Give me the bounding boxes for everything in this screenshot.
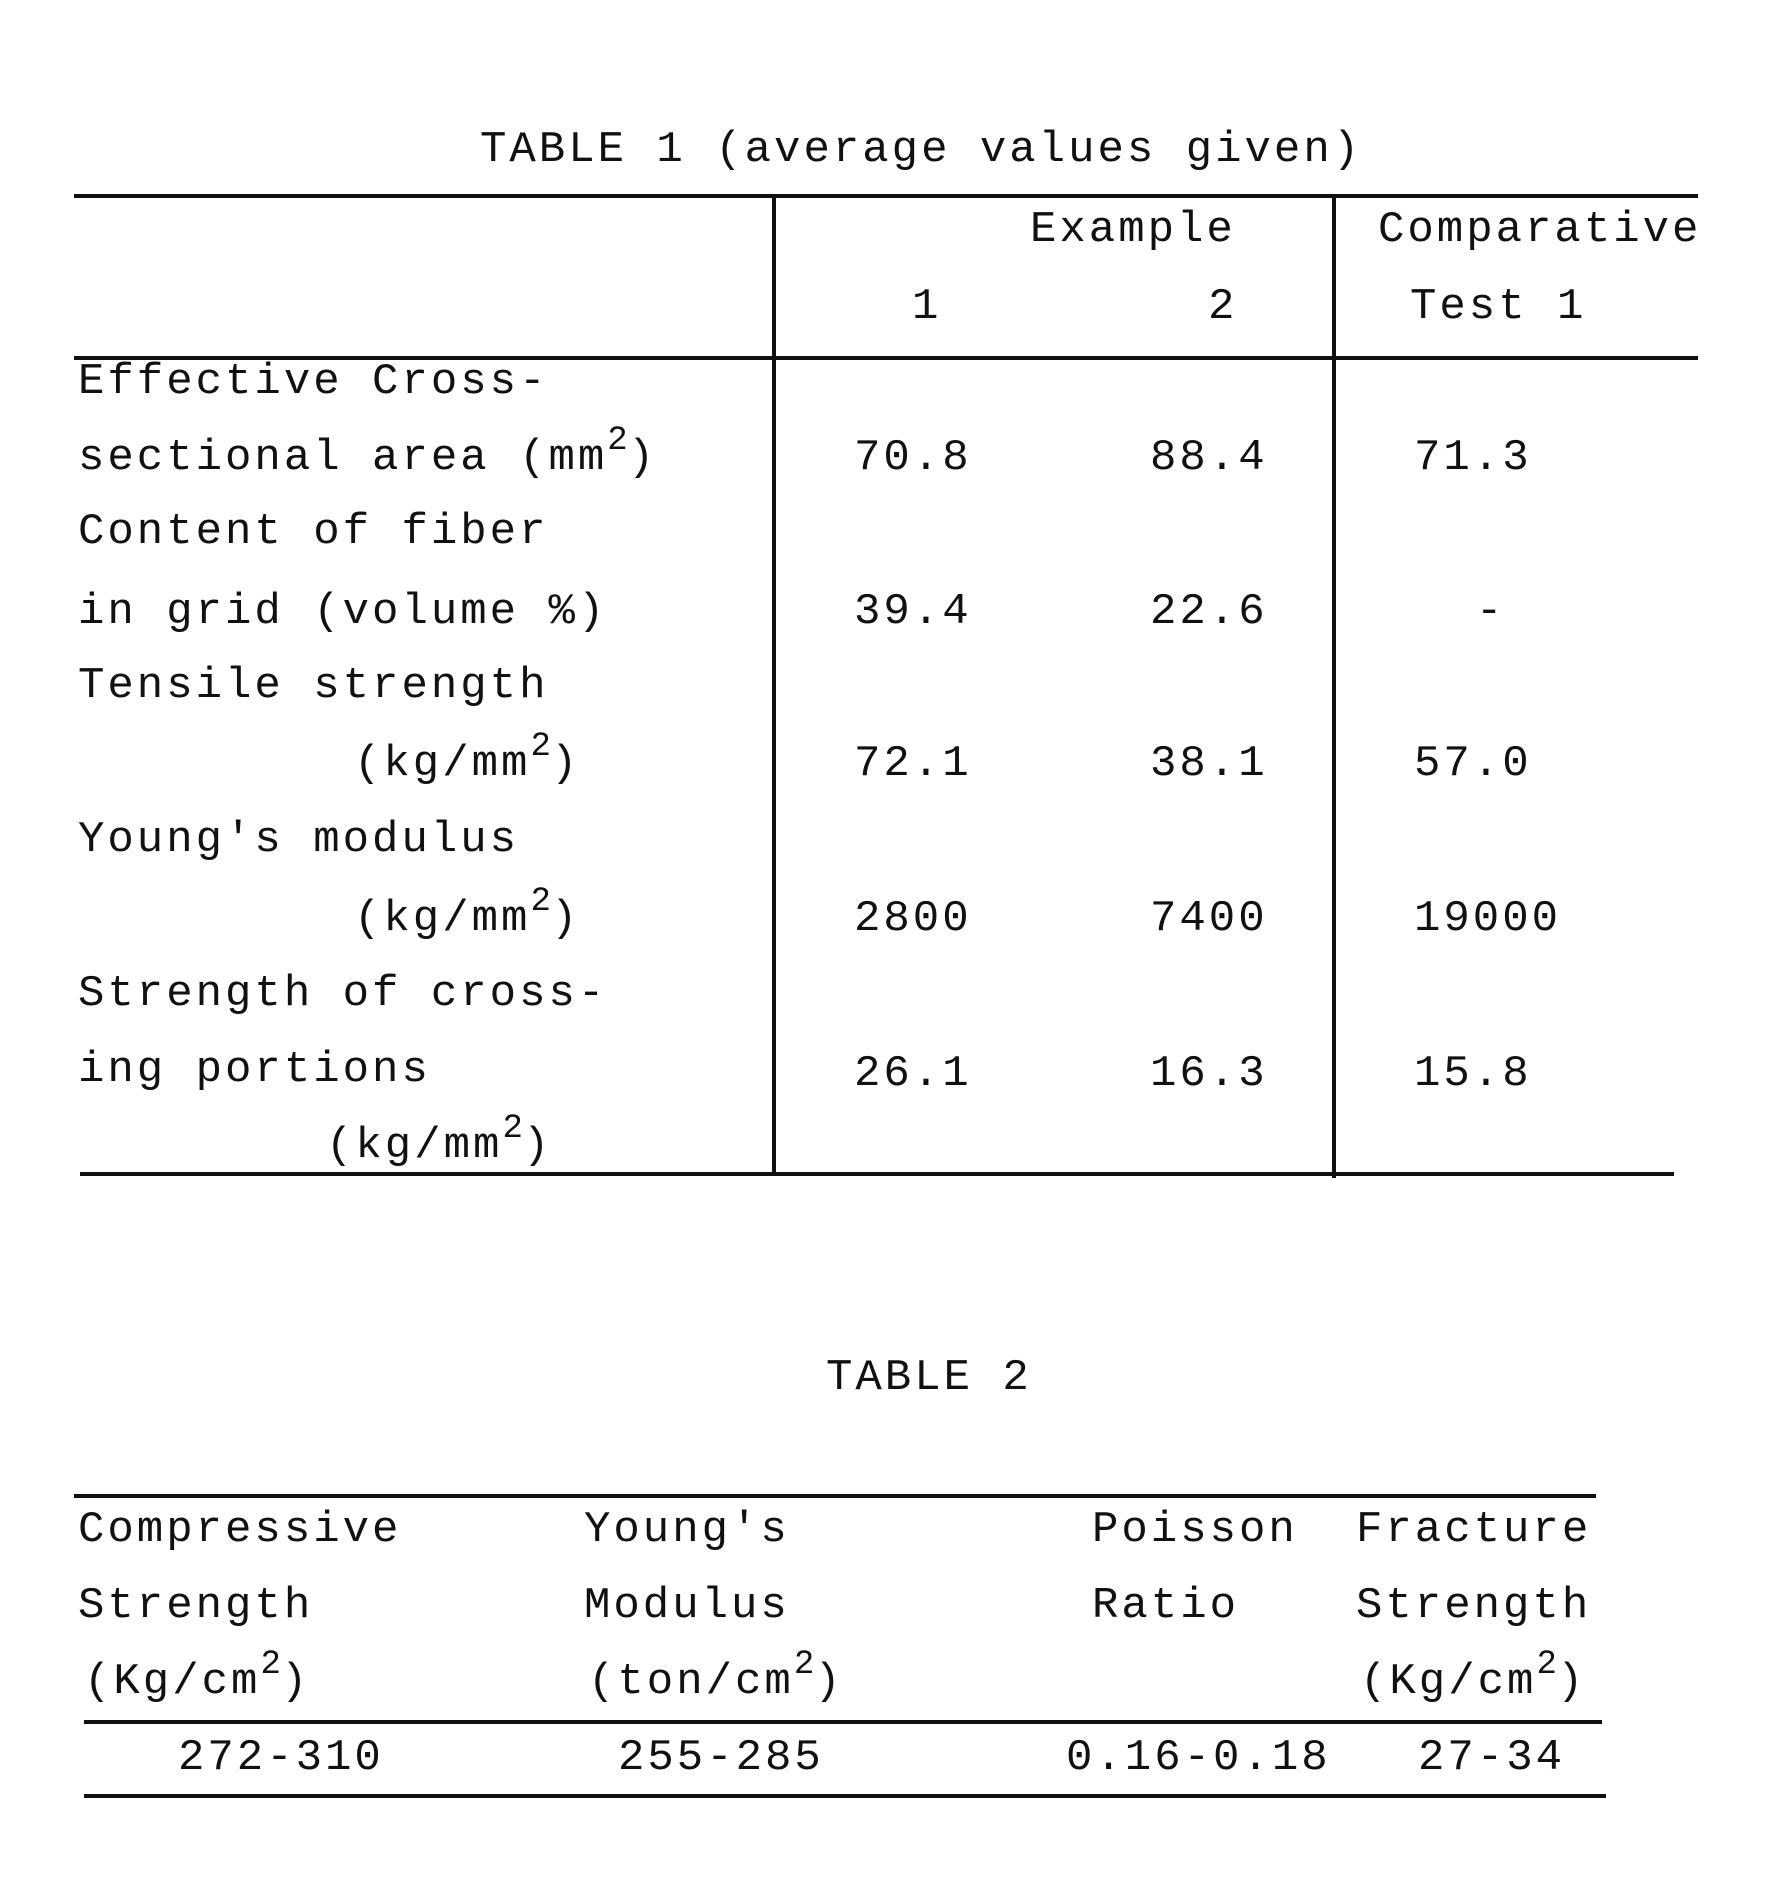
unit-text: (Kg/cm — [1360, 1657, 1536, 1707]
table-cell: - — [1476, 586, 1505, 638]
table-cell: 22.6 — [1150, 586, 1268, 638]
table-cell: 88.4 — [1150, 432, 1268, 484]
header-comparative-test: Test 1 — [1410, 281, 1586, 333]
table-cell: 26.1 — [854, 1048, 972, 1100]
table-cell: 57.0 — [1414, 738, 1532, 790]
table2-bottom-rule — [84, 1794, 1606, 1798]
column-unit — [84, 1656, 310, 1708]
unit-superscript: 2 — [607, 422, 627, 460]
table-cell: 15.8 — [1414, 1048, 1532, 1100]
column-header: Poisson — [1092, 1504, 1298, 1556]
table2-header-rule — [84, 1720, 1602, 1724]
table-cell: 39.4 — [854, 586, 972, 638]
unit-superscript: 2 — [530, 728, 550, 766]
table-cell: 0.16-0.18 — [1066, 1732, 1331, 1784]
unit-superscript: 2 — [794, 1646, 814, 1684]
column-header: Strength — [78, 1580, 313, 1632]
unit-text: (Kg/cm — [84, 1657, 260, 1707]
table-cell: 38.1 — [1150, 738, 1268, 790]
row-label: Young's modulus — [78, 814, 519, 866]
unit-text: (kg/mm — [354, 739, 530, 789]
column-unit — [1360, 1656, 1586, 1708]
unit-superscript: 2 — [502, 1110, 522, 1148]
column-header: Strength — [1356, 1580, 1591, 1632]
unit-superscript: 2 — [1536, 1646, 1556, 1684]
column-header: Modulus — [584, 1580, 790, 1632]
table-cell: 272-310 — [178, 1732, 384, 1784]
unit-close: ) — [551, 894, 580, 944]
row-label: Effective Cross- — [78, 356, 548, 408]
table2-title: TABLE 2 — [826, 1352, 1032, 1404]
row-label-text: sectional area (mm — [78, 433, 607, 483]
row-unit — [354, 893, 580, 945]
unit-close: ) — [628, 433, 657, 483]
table-cell: 70.8 — [854, 432, 972, 484]
table-cell: 7400 — [1150, 893, 1268, 945]
column-unit — [588, 1656, 844, 1708]
header-example-1: 1 — [912, 281, 941, 333]
row-label: in grid (volume %) — [78, 586, 607, 638]
table1-top-rule — [74, 194, 1698, 198]
table1-title: TABLE 1 (average values given) — [480, 124, 1362, 176]
column-header: Ratio — [1092, 1580, 1239, 1632]
table-cell: 19000 — [1414, 893, 1561, 945]
unit-close: ) — [523, 1121, 552, 1171]
table-cell: 2800 — [854, 893, 972, 945]
table2-top-rule — [74, 1494, 1596, 1498]
unit-superscript: 2 — [530, 883, 550, 921]
column-header: Young's — [584, 1504, 790, 1556]
table-cell: 27-34 — [1418, 1732, 1565, 1784]
row-label: Tensile strength — [78, 660, 548, 712]
table1-column-divider — [772, 196, 776, 1176]
header-example: Example — [1030, 204, 1236, 256]
header-comparative: Comparative — [1378, 204, 1701, 256]
column-header: Fracture — [1356, 1504, 1591, 1556]
table1-column-divider — [1332, 196, 1336, 1178]
table-cell: 71.3 — [1414, 432, 1532, 484]
row-label: ing portions — [78, 1044, 431, 1096]
table1-bottom-rule — [80, 1172, 1674, 1176]
row-unit — [326, 1120, 552, 1172]
row-label — [78, 432, 657, 484]
column-header: Compressive — [78, 1504, 401, 1556]
unit-text: (kg/mm — [354, 894, 530, 944]
unit-close: ) — [814, 1657, 843, 1707]
header-example-2: 2 — [1208, 281, 1237, 333]
unit-close: ) — [1557, 1657, 1586, 1707]
row-label: Strength of cross- — [78, 968, 607, 1020]
row-label: Content of fiber — [78, 506, 548, 558]
unit-close: ) — [551, 739, 580, 789]
table-cell: 255-285 — [618, 1732, 824, 1784]
unit-text: (ton/cm — [588, 1657, 794, 1707]
unit-text: (kg/mm — [326, 1121, 502, 1171]
unit-superscript: 2 — [260, 1646, 280, 1684]
table-cell: 16.3 — [1150, 1048, 1268, 1100]
table-cell: 72.1 — [854, 738, 972, 790]
row-unit — [354, 738, 580, 790]
unit-close: ) — [281, 1657, 310, 1707]
